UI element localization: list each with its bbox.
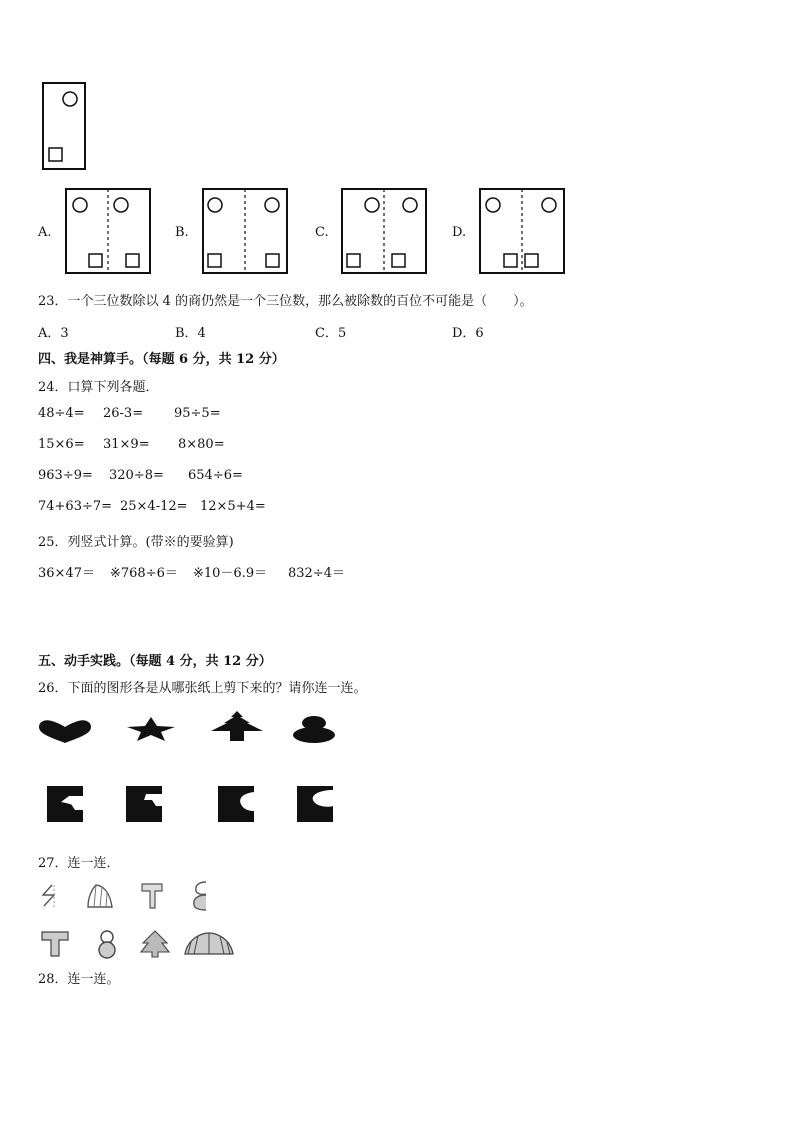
calc-item: 48÷4=: [38, 406, 85, 421]
question-25-stem: 25．列竖式计算。(带※的要验算): [38, 535, 234, 550]
option-a-figure[interactable]: [65, 188, 153, 276]
question-28-stem: 28．连一连。: [38, 972, 120, 987]
house-half-icon[interactable]: [140, 882, 164, 910]
snowman-icon[interactable]: [96, 929, 118, 959]
option-b-label: B.: [175, 225, 189, 240]
paper-a-icon[interactable]: [47, 786, 85, 824]
section-4-title: 四、我是神算手。（每题 6 分，共 12 分）: [38, 352, 285, 367]
vertical-calc-item: 36×47＝: [38, 566, 95, 581]
calc-item: 15×6=: [38, 437, 85, 452]
reference-figure: [42, 82, 88, 172]
option-a-label: A.: [38, 225, 52, 240]
calc-item: 74+63÷7=: [38, 499, 113, 514]
calc-item: 31×9=: [103, 437, 150, 452]
question-23-option-a[interactable]: A．3: [38, 326, 69, 341]
option-c-figure[interactable]: [341, 188, 429, 276]
vertical-calc-item: 832÷4＝: [288, 566, 345, 581]
tree-icon[interactable]: [210, 710, 264, 742]
vertical-calc-item: ※10－6.9＝: [193, 566, 268, 581]
calc-item: 12×5+4=: [200, 499, 266, 514]
calc-item: 25×4-12=: [120, 499, 188, 514]
calc-item: 8×80=: [178, 437, 225, 452]
calc-item: 26-3=: [103, 406, 144, 421]
tree-icon[interactable]: [140, 930, 170, 958]
star-icon[interactable]: [126, 716, 176, 742]
question-27-stem: 27．连一连．: [38, 856, 120, 871]
heart-icon[interactable]: [38, 718, 92, 744]
paper-b-icon[interactable]: [126, 786, 164, 824]
calc-item: 963÷9=: [38, 468, 93, 483]
question-23-stem: 23．一个三位数除以 4 的商仍然是一个三位数，那么被除数的百位不可能是（ ）。: [38, 294, 533, 309]
option-d-figure[interactable]: [479, 188, 567, 276]
house-icon[interactable]: [40, 930, 70, 958]
question-24-stem: 24．口算下列各题．: [38, 380, 159, 395]
question-26-stem: 26．下面的图形各是从哪张纸上剪下来的？请你连一连。: [38, 681, 367, 696]
question-23-option-d[interactable]: D．6: [452, 326, 484, 341]
section-5-title: 五、动手实践。（每题 4 分，共 12 分）: [38, 654, 272, 669]
calc-item: 320÷8=: [109, 468, 164, 483]
snowman-icon[interactable]: [292, 714, 336, 744]
question-23-option-b[interactable]: B．4: [175, 326, 206, 341]
paper-c-icon[interactable]: [218, 786, 256, 824]
umbrella-half-icon[interactable]: [86, 883, 114, 909]
option-b-figure[interactable]: [202, 188, 290, 276]
option-c-label: C.: [315, 225, 329, 240]
snowman-half-icon[interactable]: [192, 880, 210, 912]
umbrella-icon[interactable]: [184, 932, 234, 958]
question-23-option-c[interactable]: C．5: [315, 326, 347, 341]
zigzag-half-icon[interactable]: [40, 884, 58, 908]
paper-d-icon[interactable]: [297, 786, 335, 824]
calc-item: 95÷5=: [174, 406, 221, 421]
calc-item: 654÷6=: [188, 468, 243, 483]
option-d-label: D.: [452, 225, 467, 240]
vertical-calc-item: ※768÷6＝: [110, 566, 178, 581]
